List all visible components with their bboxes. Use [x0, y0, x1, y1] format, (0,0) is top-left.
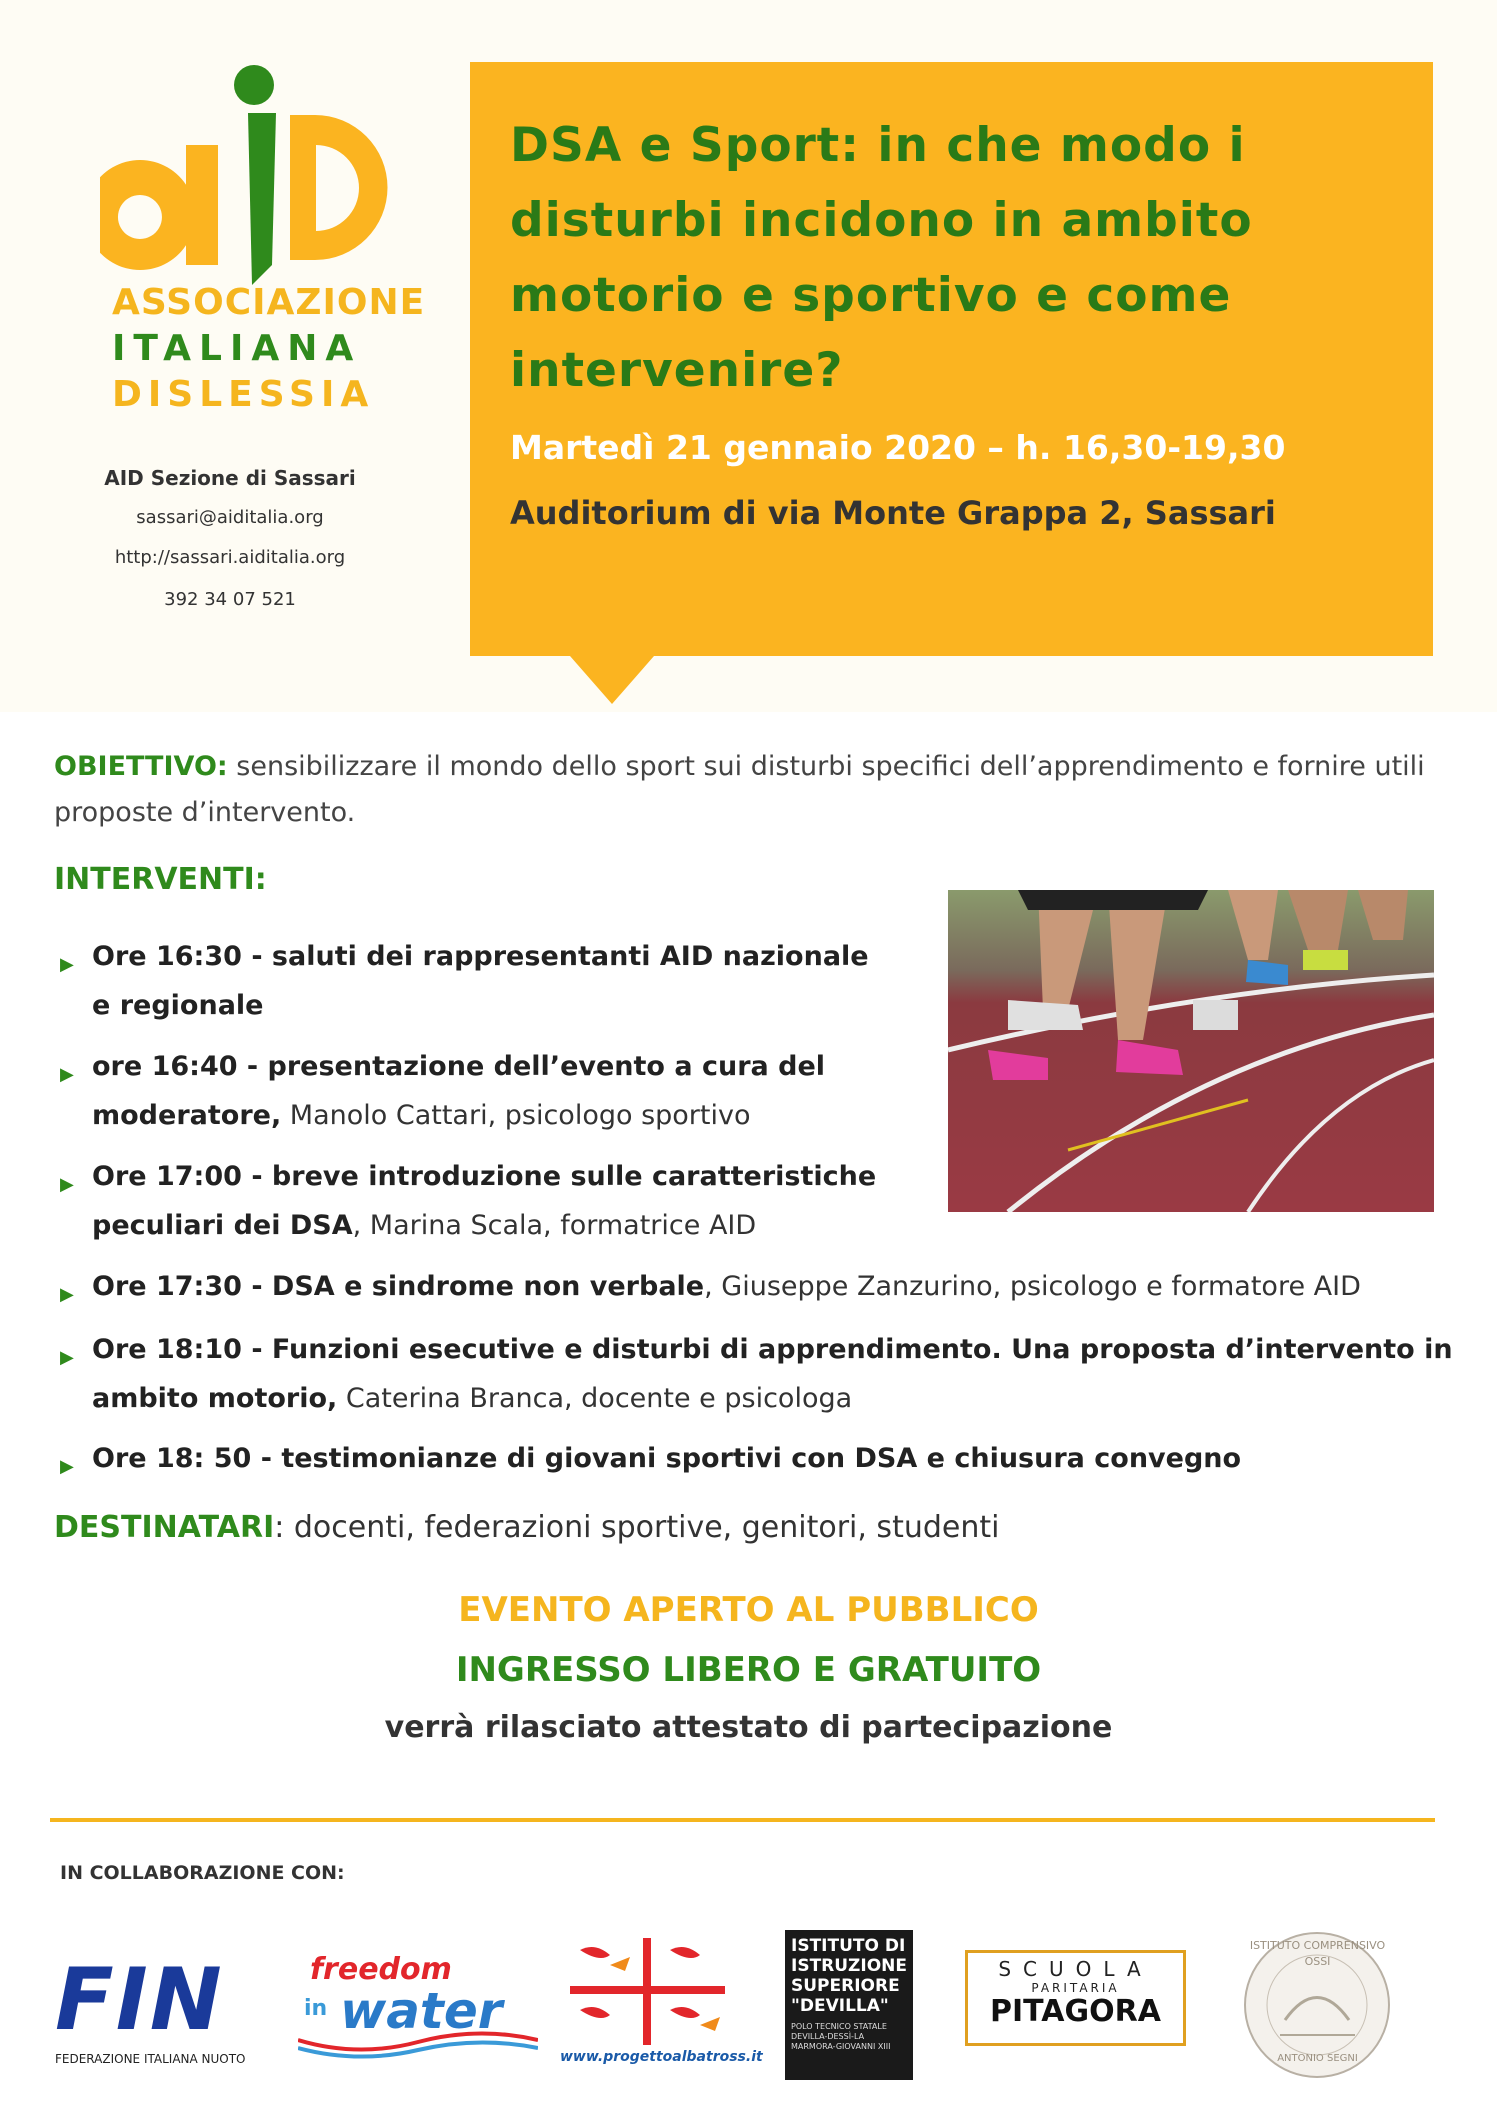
bullet-icon: ▶: [60, 1347, 74, 1368]
objective-label: OBIETTIVO:: [54, 751, 228, 782]
istituto-comprensivo-ossi-logo: ISTITUTO COMPRENSIVO OSSI ANTONIO SEGNI: [1225, 1925, 1410, 2085]
fin-logo: FIN FEDERAZIONE ITALIANA NUOTO: [55, 1950, 246, 2066]
section-name: AID Sezione di Sassari: [104, 466, 356, 490]
runners-photo: [948, 890, 1434, 1212]
audience-text: : docenti, federazioni sportive, genitori, studenti: [274, 1510, 1000, 1545]
objective-text: sensibilizzare il mondo dello sport sui disturbi specifici dell’apprendimento e fornire utili proposte d’intervento.: [54, 751, 1425, 828]
agenda-item: ▶ Ore 16:30 - saluti dei rappresentanti AID nazionale e regionale: [60, 941, 869, 1021]
event-date: Martedì 21 gennaio 2020 – h. 16,30-19,30: [510, 428, 1286, 467]
logo-line-1: ASSOCIAZIONE: [112, 282, 426, 323]
banner-pointer: [570, 656, 654, 704]
open-event-text: EVENTO APERTO AL PUBBLICO: [458, 1590, 1039, 1630]
interventi-heading: INTERVENTI:: [54, 862, 267, 897]
audience-label: DESTINATARI: [54, 1510, 275, 1545]
audience-line: [54, 1510, 999, 1545]
bullet-icon: ▶: [60, 1284, 74, 1305]
agenda-item: ▶ Ore 17:30 - DSA e sindrome non verbale, Giuseppe Zanzurino, psicologo e formatore AID: [60, 1262, 1480, 1311]
bullet-icon: ▶: [60, 1064, 74, 1085]
agenda-item: ▶ Ore 18: 50 - testimonianze di giovani sportivi con DSA e chiusura convegno: [60, 1434, 1460, 1483]
istituto-devilla-logo: ISTITUTO DI ISTRUZIONE SUPERIORE "DEVILLA" POLO TECNICO STATALE DEVILLA-DESSÌ-LA MARMORA-GIOVANNI XIII: [785, 1930, 913, 2080]
objective-paragraph: [54, 744, 1454, 836]
agenda-item: ▶ ore 16:40 - presentazione dell’evento a cura del moderatore, Manolo Cattari, psicologo sportivo: [60, 1051, 826, 1131]
free-entry-text: INGRESSO LIBERO E GRATUITO: [455, 1650, 1042, 1690]
agenda-item: ▶ Ore 17:00 - breve introduzione sulle caratteristiche peculiari dei DSA, Marina Scala, formatrice AID: [60, 1161, 877, 1241]
logo-line-3: DISLESSIA: [112, 374, 375, 415]
bullet-icon: ▶: [60, 954, 74, 975]
bullet-icon: ▶: [60, 1174, 74, 1195]
collaboration-heading: IN COLLABORAZIONE CON:: [60, 1862, 345, 1884]
agenda-item: ▶ Ore 18:10 - Funzioni esecutive e disturbi di apprendimento. Una proposta d’intervento in ambito motorio, Caterina Branca, docente e psicologa: [60, 1334, 1453, 1414]
event-title: DSA e Sport: in che modo i disturbi incidono in ambito motorio e sportivo e come intervenire?: [510, 118, 1253, 398]
logo-line-2: ITALIANA: [112, 328, 362, 369]
divider: [50, 1818, 1435, 1822]
contact-website[interactable]: http://sassari.aiditalia.org: [114, 547, 346, 568]
certificate-text: verrà rilasciato attestato di partecipazione: [384, 1710, 1113, 1745]
bullet-icon: ▶: [60, 1456, 74, 1477]
scuola-pitagora-logo: SCUOLA PARITARIA PITAGORA: [965, 1950, 1186, 2046]
progetto-albatross-logo: www.progettoalbatross.it: [560, 1930, 735, 2080]
freedom-in-water-logo: freedom in water: [298, 1930, 538, 2080]
event-place: Auditorium di via Monte Grappa 2, Sassari: [510, 494, 1276, 532]
contact-phone: 392 34 07 521: [164, 589, 296, 610]
contact-email[interactable]: sassari@aiditalia.org: [136, 507, 324, 528]
